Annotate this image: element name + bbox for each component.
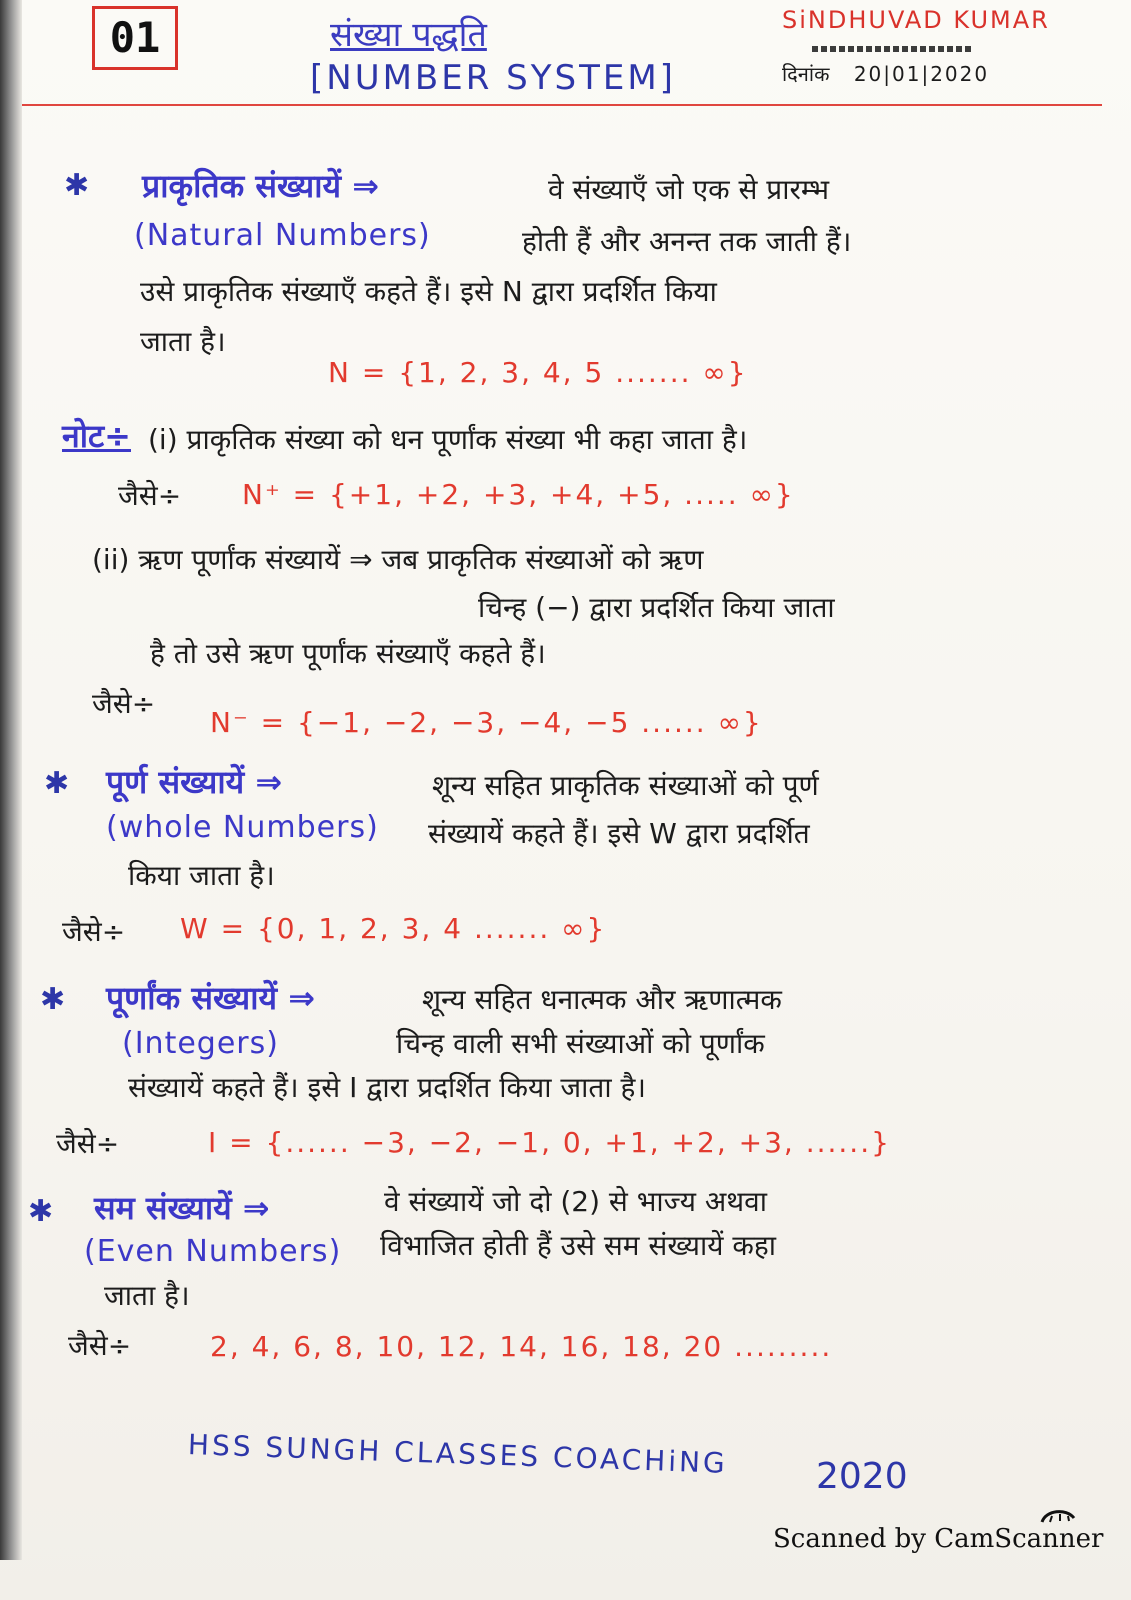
date-value: 20|01|2020 [853, 62, 990, 86]
header-rule [22, 104, 1102, 106]
integers-line3: संख्यायें कहते हैं। इसे I द्वारा प्रदर्शित किया जाता है। [128, 1071, 646, 1104]
note-set-positive: N⁺ = {+1, +2, +3, +4, +5, ..... ∞} [242, 478, 795, 511]
natural-set: N = {1, 2, 3, 4, 5 ....... ∞} [328, 356, 748, 389]
integers-line1: शून्य सहित धनात्मक और ऋणात्मक [422, 983, 782, 1016]
coaching-name: HSS SUNGH CLASSES COACHiNG [187, 1428, 729, 1480]
note-label: नोट÷ [62, 417, 131, 455]
page-curl-icon [1038, 1506, 1078, 1526]
note-set-negative: N⁻ = {−1, −2, −3, −4, −5 ...... ∞} [210, 706, 763, 739]
natural-line4: जाता है। [140, 325, 226, 358]
note-example-label2: जैसे÷ [92, 687, 156, 720]
title-hindi: संख्या पद्धति [330, 15, 487, 55]
integers-heading: पूर्णांक संख्यायें ⇒ [106, 979, 316, 1017]
note-line2: (ii) ऋण पूर्णांक संख्यायें ⇒ जब प्राकृतिक संख्याओं को ऋण [92, 543, 704, 576]
page-left-shadow [0, 0, 22, 1560]
date-label: दिनांक [782, 62, 830, 86]
integers-example-label: जैसे÷ [56, 1127, 120, 1160]
natural-heading: प्राकृतिक संख्यायें ⇒ [142, 167, 380, 205]
even-heading-en: (Even Numbers) [84, 1234, 342, 1269]
asterisk-icon: ✱ [40, 982, 66, 1017]
footer-year: 2020 [816, 1456, 908, 1497]
natural-heading-en: (Natural Numbers) [134, 218, 431, 253]
whole-set: W = {0, 1, 2, 3, 4 ....... ∞} [180, 912, 607, 945]
even-line3: जाता है। [104, 1279, 190, 1312]
natural-line2: होती हैं और अनन्त तक जाती हैं। [522, 225, 852, 258]
whole-line2: संख्यायें कहते हैं। इसे W द्वारा प्रदर्शित [428, 817, 810, 850]
redacted-phone [812, 40, 972, 58]
even-example-label: जैसे÷ [68, 1329, 132, 1362]
note-line4: है तो उसे ऋण पूर्णांक संख्याएँ कहते हैं। [150, 637, 546, 670]
whole-line1: शून्य सहित प्राकृतिक संख्याओं को पूर्ण [432, 769, 819, 802]
whole-line3: किया जाता है। [128, 859, 275, 892]
even-set: 2, 4, 6, 8, 10, 12, 14, 16, 18, 20 ......... [210, 1330, 833, 1363]
even-line2: विभाजित होती हैं उसे सम संख्यायें कहा [380, 1229, 776, 1262]
note-line3: चिन्ह (−) द्वारा प्रदर्शित किया जाता [478, 591, 835, 624]
scanner-watermark: Scanned by CamScanner [773, 1524, 1104, 1554]
note-example-label: जैसे÷ [118, 479, 182, 512]
whole-heading: पूर्ण संख्यायें ⇒ [106, 763, 283, 801]
title-english: [NUMBER SYSTEM] [310, 58, 676, 98]
even-line1: वे संख्यायें जो दो (2) से भाज्य अथवा [384, 1185, 767, 1218]
even-heading: सम संख्यायें ⇒ [94, 1189, 270, 1227]
integers-line2: चिन्ह वाली सभी संख्याओं को पूर्णांक [396, 1027, 765, 1060]
asterisk-icon: ✱ [28, 1194, 54, 1229]
whole-heading-en: (whole Numbers) [106, 810, 379, 845]
natural-line3: उसे प्राकृतिक संख्याएँ कहते हैं। इसे N द्वारा प्रदर्शित किया [140, 275, 717, 308]
whole-example-label: जैसे÷ [62, 915, 126, 948]
note-line1: (i) प्राकृतिक संख्या को धन पूर्णांक संख्या भी कहा जाता है। [148, 423, 748, 456]
natural-line1: वे संख्याएँ जो एक से प्रारम्भ [548, 173, 830, 206]
asterisk-icon: ✱ [44, 766, 70, 801]
date [782, 60, 989, 87]
asterisk-icon: ✱ [64, 168, 90, 203]
chapter-number-box: 01 [92, 6, 178, 70]
author-name: SiNDHUVAD KUMAR [782, 6, 1050, 34]
integers-set: I = {...... −3, −2, −1, 0, +1, +2, +3, ......} [208, 1126, 891, 1159]
integers-heading-en: (Integers) [122, 1026, 279, 1061]
